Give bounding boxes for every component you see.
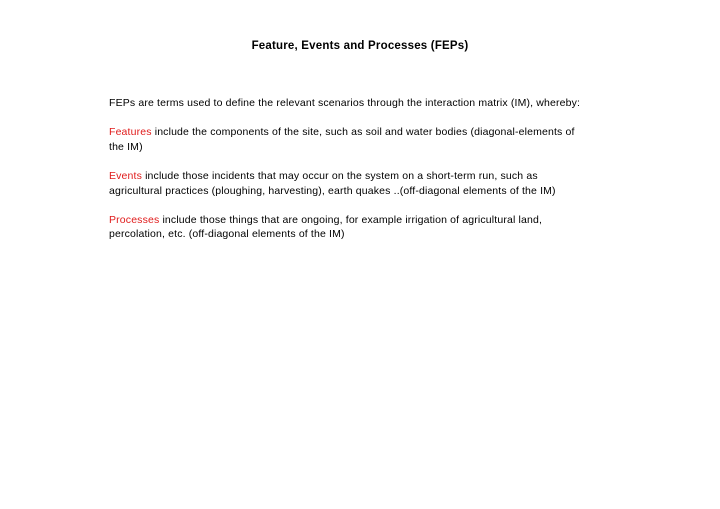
definition-events: [109, 169, 589, 198]
definition-events-text: include those incidents that may occur on the system on a short-term run, such as agricultural practices (ploughing, harvesting), earth quakes ..(off-diagonal elements of the IM): [109, 169, 556, 197]
slide-title: Feature, Events and Processes (FEPs): [251, 40, 469, 52]
term-processes: Processes: [109, 213, 160, 226]
definition-features-text: include the components of the site, such as soil and water bodies (diagonal-elements of the IM): [109, 126, 575, 153]
intro-paragraph: FEPs are terms used to define the relevant scenarios through the interaction matrix (IM), whereby:: [109, 97, 581, 109]
definition-processes-text: include those things that are ongoing, for example irrigation of agricultural land, percolation, etc. (off-diagonal elements of the IM): [109, 213, 543, 241]
slide-body: [109, 96, 589, 257]
term-events: Events: [109, 169, 142, 182]
term-features: Features: [109, 126, 152, 139]
definition-processes: [109, 213, 589, 242]
definition-features: [109, 125, 589, 154]
